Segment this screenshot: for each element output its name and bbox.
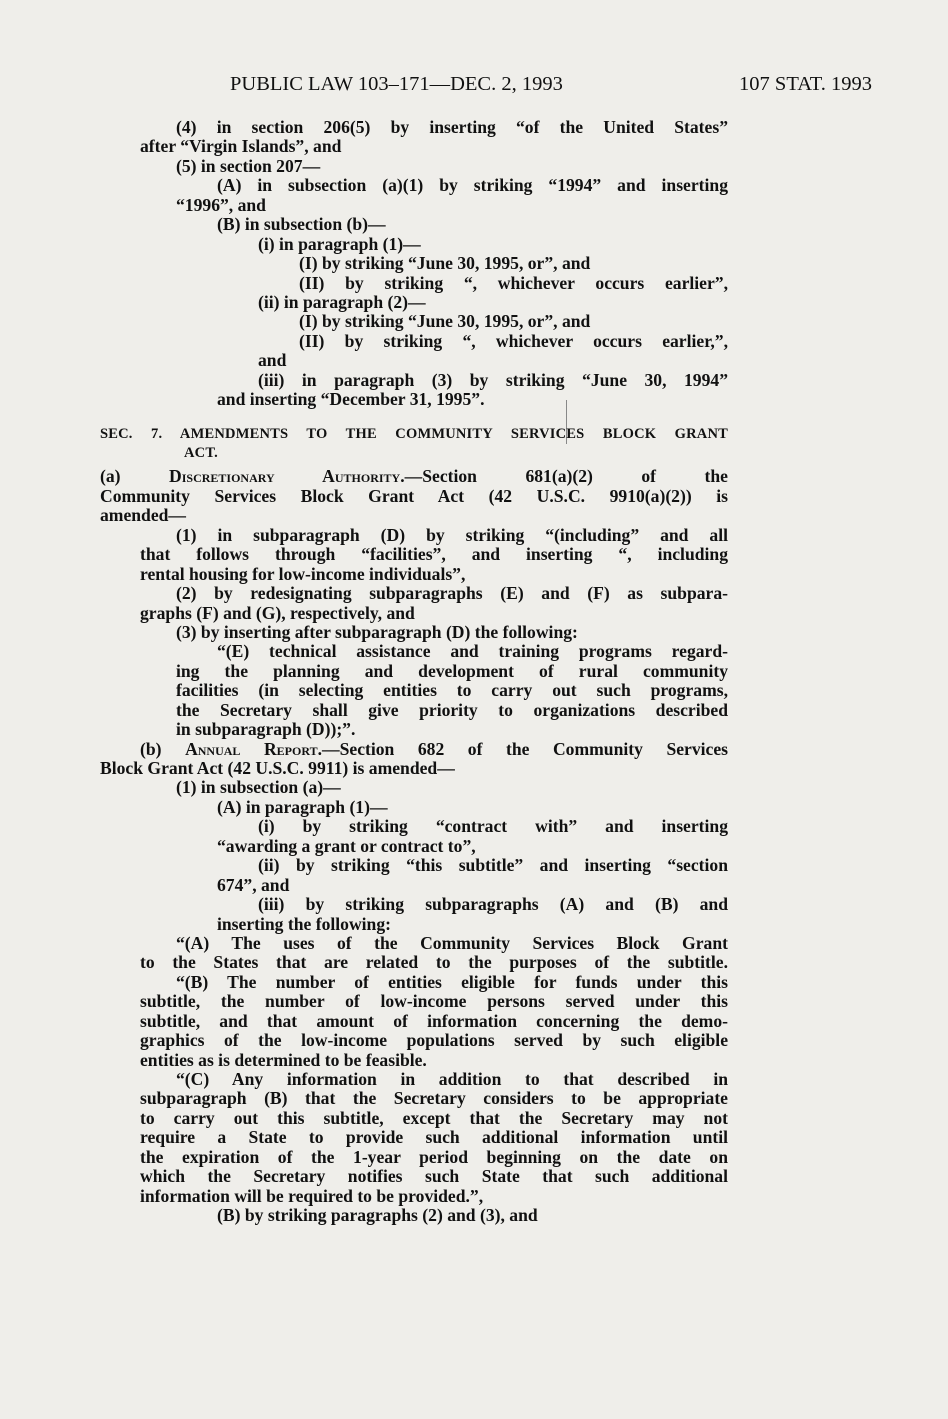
text-line: the expiration of the 1-year period beginning on the date on — [140, 1146, 728, 1167]
text-line: information will be required to be provided.”, — [140, 1185, 484, 1206]
running-title: PUBLIC LAW 103–171—DEC. 2, 1993 — [230, 73, 563, 95]
text-line: entities as is determined to be feasible. — [140, 1049, 427, 1070]
text-line: to carry out this subtitle, except that the Secretary may not — [140, 1107, 728, 1128]
text-line: in subparagraph (D));”. — [176, 719, 356, 740]
section-heading-continued: ACT. — [184, 445, 218, 461]
text-line: require a State to provide such additional information until — [140, 1127, 728, 1148]
statute-body — [100, 118, 728, 1226]
text-line: (5) in section 207— — [176, 155, 321, 176]
text-line: (B) by striking paragraphs (2) and (3), and — [217, 1205, 538, 1226]
text-line: amended— — [100, 505, 187, 526]
text-line: that follows through “facilities”, and inserting “, including — [140, 544, 728, 565]
text-line: to the States that are related to the purposes of the subtitle. — [140, 952, 728, 973]
text-line: which the Secretary notifies such State that such additional — [140, 1166, 728, 1187]
text-line: (II) by striking “, whichever occurs earlier”, — [299, 272, 728, 293]
text-line: Community Services Block Grant Act (42 U.S.C. 9910(a)(2)) is — [100, 485, 728, 506]
subsection-a-text: .—Section 681(a)(2) of the — [400, 466, 728, 487]
text-line: (4) in section 206(5) by inserting “of the United States” — [176, 117, 728, 137]
text-line: “(E) technical assistance and training programs regard- — [217, 641, 728, 662]
text-line: Block Grant Act (42 U.S.C. 9911) is amended— — [100, 758, 455, 778]
subsection-b-heading-line — [100, 740, 728, 759]
statute-citation: 107 STAT. 1993 — [739, 73, 872, 95]
text-line: (ii) in paragraph (2)— — [258, 291, 426, 312]
text-line: “(B) The number of entities eligible for funds under this — [176, 971, 728, 992]
subsection-b-heading: Annual Report — [185, 738, 318, 759]
text-line: and inserting “December 31, 1995”. — [217, 389, 485, 410]
text-line: rental housing for low-income individuals”, — [140, 563, 466, 584]
section-heading: SEC. 7. AMENDMENTS TO THE COMMUNITY SERVICES BLOCK GRANT — [100, 425, 728, 442]
text-line: (A) in paragraph (1)— — [217, 796, 388, 817]
text-line: (II) by striking “, whichever occurs earlier,”, — [299, 330, 728, 351]
text-line: after “Virgin Islands”, and — [140, 136, 342, 157]
text-line: subtitle, and that amount of information concerning the demo- — [140, 1010, 728, 1031]
text-line: inserting the following: — [217, 913, 391, 934]
text-line: (I) by striking “June 30, 1995, or”, and — [299, 311, 591, 332]
text-line: (1) in subparagraph (D) by striking “(including” and all — [176, 524, 728, 545]
subsection-a-heading: Discretionary Authority — [169, 466, 401, 487]
text-line: “(C) Any information in addition to that described in — [176, 1069, 728, 1089]
text-line: (i) in paragraph (1)— — [258, 233, 421, 254]
subsection-a-heading-line — [100, 467, 728, 486]
text-line: (B) in subsection (b)— — [217, 214, 386, 235]
text-line: graphs (F) and (G), respectively, and — [140, 602, 415, 623]
text-line: “(A) The uses of the Community Services Block Grant — [176, 932, 728, 953]
page-header — [230, 73, 872, 101]
text-line: (I) by striking “June 30, 1995, or”, and — [299, 253, 591, 274]
text-line: ing the planning and development of rural community — [176, 660, 728, 681]
text-line: (i) by striking “contract with” and inserting — [258, 816, 728, 837]
text-line: (iii) in paragraph (3) by striking “June 30, 1994” — [258, 369, 728, 390]
text-line: “1996”, and — [176, 194, 266, 215]
text-line: graphics of the low-income populations served by such eligible — [140, 1030, 728, 1051]
text-line: “awarding a grant or contract to”, — [217, 835, 476, 856]
text-line: (ii) by striking “this subtitle” and inserting “section — [258, 855, 728, 876]
text-line: (A) in subsection (a)(1) by striking “1994” and inserting — [217, 175, 728, 196]
text-line: (2) by redesignating subparagraphs (E) and (F) as subpara- — [176, 583, 728, 604]
text-line: subparagraph (B) that the Secretary considers to be appropriate — [140, 1088, 728, 1109]
text-line: and — [258, 350, 287, 371]
text-line: facilities (in selecting entities to carry out such programs, — [176, 680, 728, 701]
text-line: 674”, and — [217, 874, 290, 895]
subsection-b-label: (b) — [140, 738, 162, 759]
text-line: subtitle, the number of low-income persons served under this — [140, 991, 728, 1012]
subsection-b-text: .—Section 682 of the Community Services — [317, 738, 728, 759]
text-line: (1) in subsection (a)— — [176, 777, 341, 798]
text-line: (3) by inserting after subparagraph (D) the following: — [176, 621, 578, 642]
text-line: the Secretary shall give priority to organizations described — [176, 699, 728, 720]
subsection-a-label: (a) — [100, 466, 121, 487]
text-line: (iii) by striking subparagraphs (A) and (B) and — [258, 894, 728, 915]
